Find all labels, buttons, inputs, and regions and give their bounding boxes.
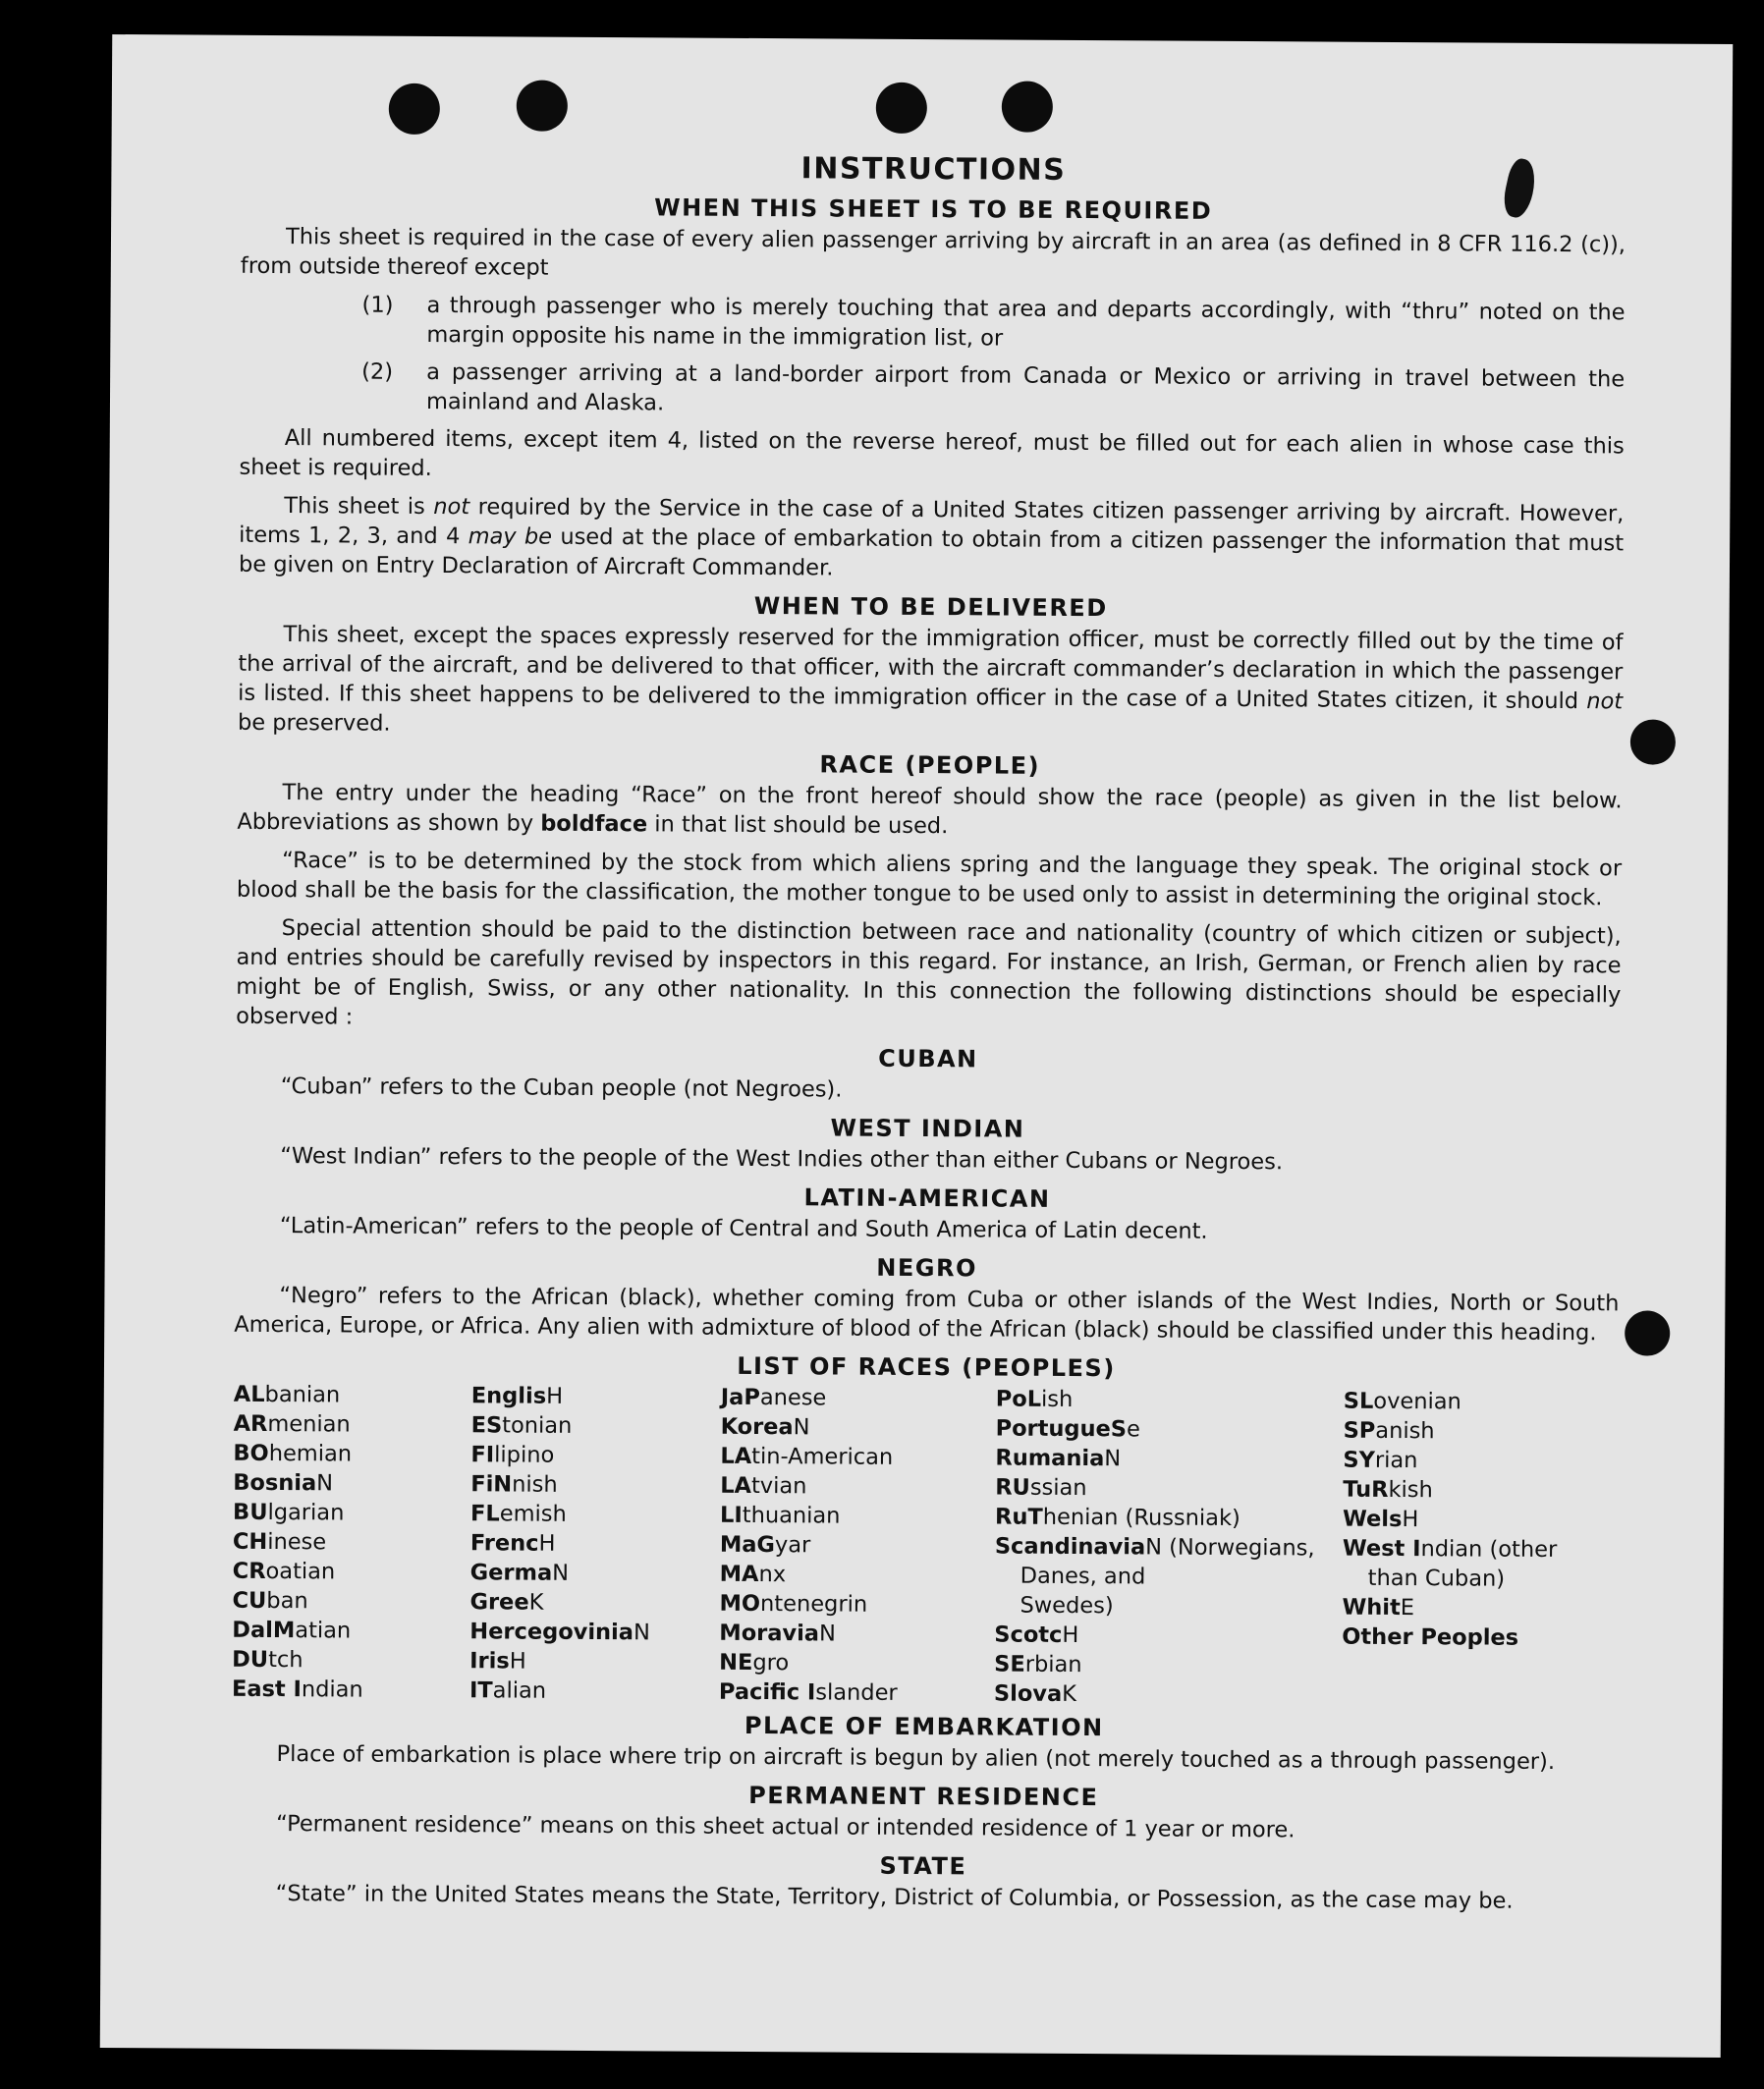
race-name-rest: tch [268, 1646, 303, 1674]
race-name-rest: slander [815, 1679, 898, 1706]
race-entry [1343, 1446, 1618, 1477]
race-name-rest: H [538, 1530, 556, 1557]
race-abbreviation: East I [231, 1676, 302, 1703]
race-abbreviation: Frenc [469, 1530, 539, 1557]
numbered-items-paragraph: All numbered items, except item 4, listed on the reverse hereof, must be filled out for each alien in whose case this sheet is required. [239, 425, 1625, 481]
race-name-rest: N [1104, 1446, 1122, 1472]
race-abbreviation: Moravia [719, 1620, 820, 1647]
race-entry [995, 1561, 1343, 1592]
citizen-paragraph: This sheet is not required by the Service in the case of a United States citizen passenger arriving by aircraft. However, items 1, 2, 3, and 4 may be used at the place of embarkation to obtain from a citizen passenger the information that must be given on Entry Declaration of Aircraft Commander. [238, 493, 1625, 581]
race-entry [232, 1645, 469, 1676]
race-abbreviation: Whit [1342, 1594, 1401, 1622]
race-abbreviation: MaG [719, 1531, 776, 1559]
section-heading-required: WHEN THIS SHEET IS TO BE REQUIRED [654, 193, 1213, 225]
race-entry [470, 1469, 720, 1501]
race-entry [232, 1586, 469, 1617]
race-name-rest: henian (Russniak) [1042, 1504, 1240, 1532]
race-entry [469, 1676, 719, 1707]
race-entry [470, 1499, 720, 1530]
race-entry [995, 1502, 1343, 1533]
race-name-rest: tonian [502, 1412, 573, 1439]
exception-item [240, 357, 1625, 424]
race-name-rest: ndian [301, 1677, 363, 1703]
race-name-rest: atian [295, 1618, 352, 1644]
race-name-rest: yar [774, 1532, 811, 1559]
race-name-rest: N [793, 1414, 810, 1441]
race-entry [995, 1472, 1343, 1504]
race-entry [996, 1385, 1344, 1416]
race-entry [470, 1528, 720, 1560]
race-name-rest: nish [512, 1471, 558, 1498]
race-name-rest: ban [266, 1587, 308, 1615]
race-paragraph-3: Special attention should be paid to the distinction between race and nationality (country of which citizen or subject), and entries should be carefully revised by inspectors in this regard. For instance, an Irish, German, or French alien by race might be of English, Swiss, or any other nationality. In this connection the following distinctions should be especially observed : [236, 915, 1622, 1030]
races-list [232, 1380, 1619, 1713]
race-entry [471, 1410, 721, 1442]
race-abbreviation: Rumania [995, 1445, 1105, 1472]
race-name-rest: N [633, 1620, 650, 1646]
race-name-rest: anese [759, 1385, 827, 1411]
race-name-rest: K [1062, 1680, 1077, 1708]
race-name-rest: nx [758, 1562, 787, 1588]
race-abbreviation: PortugueS [995, 1415, 1128, 1443]
race-name-rest: ssian [1029, 1474, 1087, 1502]
race-entry [469, 1587, 719, 1619]
race-entry [232, 1675, 469, 1705]
punch-hole [389, 83, 440, 135]
race-abbreviation: RuT [994, 1504, 1043, 1530]
race-abbreviation: AL [233, 1381, 265, 1407]
race-abbreviation: ES [470, 1412, 503, 1439]
race-entry [233, 1527, 470, 1558]
race-entry [719, 1648, 994, 1679]
race-abbreviation: MA [719, 1561, 759, 1588]
race-name-rest: lgarian [267, 1499, 345, 1526]
race-abbreviation: FL [470, 1501, 500, 1527]
section-heading-embarkation: PLACE OF EMBARKATION [744, 1711, 1104, 1742]
race-name-rest: Danes, and [1020, 1563, 1146, 1590]
section-heading-state: STATE [879, 1851, 967, 1881]
race-entry [720, 1471, 995, 1503]
race-entry [720, 1560, 995, 1591]
race-name-rest: kish [1388, 1476, 1433, 1504]
race-entry [232, 1616, 469, 1646]
race-entry [995, 1531, 1343, 1563]
latin-american-definition: “Latin-American” refers to the people of Central and South America of Latin decent. [279, 1213, 1208, 1244]
race-name-rest: emish [499, 1501, 567, 1527]
race-entry [1343, 1534, 1618, 1566]
race-entry [996, 1414, 1344, 1446]
race-entry [721, 1412, 996, 1444]
race-name-rest: lipino [494, 1442, 555, 1468]
embarkation-definition: Place of embarkation is place where trip on aircraft is begun by alien (not merely touched as a through passenger). [276, 1741, 1556, 1775]
race-entry [469, 1617, 719, 1648]
race-abbreviation: IT [469, 1677, 493, 1704]
race-entry [1343, 1475, 1618, 1507]
punch-hole [876, 82, 927, 134]
race-paragraph-2: “Race” is to be determined by the stock from which aliens spring and the language they speak. The original stock or blood shall be the basis for the classification, the mother tongue to be used only to assist in determining the original stock. [236, 848, 1623, 911]
page-title: INSTRUCTIONS [800, 151, 1067, 188]
race-abbreviation: Hercegovinia [469, 1619, 634, 1646]
race-entry [471, 1381, 721, 1412]
race-abbreviation: CH [232, 1528, 268, 1555]
race-name-rest: alian [492, 1677, 547, 1704]
race-name-rest: ish [1041, 1386, 1074, 1412]
document-sheet [100, 34, 1733, 2058]
race-abbreviation: CU [232, 1587, 267, 1614]
race-entry [1344, 1416, 1619, 1448]
race-entry [994, 1590, 1342, 1622]
race-entry [469, 1646, 719, 1677]
punch-hole [517, 80, 568, 131]
race-abbreviation: FI [470, 1442, 495, 1468]
exception-item [240, 290, 1625, 357]
race-abbreviation: Pacific I [718, 1678, 816, 1706]
race-abbreviation: Bosnia [233, 1469, 317, 1497]
exception-number: (1) [361, 292, 394, 318]
race-abbreviation: Gree [469, 1589, 529, 1616]
race-entry [233, 1439, 470, 1469]
race-name-rest: N (Norwegians, [1145, 1534, 1315, 1562]
race-entry [1343, 1505, 1618, 1536]
race-abbreviation: LI [719, 1502, 743, 1528]
race-abbreviation: NE [719, 1649, 753, 1676]
section-heading-west-indian: WEST INDIAN [830, 1114, 1025, 1143]
race-name-rest: Swedes) [1020, 1592, 1114, 1620]
race-entry [720, 1530, 995, 1562]
race-abbreviation: LA [720, 1443, 752, 1469]
race-entry [470, 1440, 720, 1471]
race-entry [233, 1468, 470, 1499]
residence-definition: “Permanent residence” means on this sheet actual or intended residence of 1 year or more. [276, 1811, 1295, 1843]
race-name-rest: tvian [750, 1472, 807, 1500]
race-name-rest: menian [267, 1410, 351, 1438]
race-abbreviation: Wels [1342, 1506, 1403, 1533]
races-column [994, 1385, 1344, 1711]
race-entry [234, 1380, 471, 1410]
race-name-rest: rbian [1024, 1651, 1082, 1678]
punch-hole [1630, 719, 1676, 764]
race-entry [721, 1383, 996, 1414]
section-heading-race: RACE (PEOPLE) [819, 750, 1041, 780]
race-name-rest: rian [1374, 1447, 1418, 1474]
race-abbreviation: RU [995, 1474, 1030, 1501]
race-entry [719, 1589, 994, 1621]
race-entry [1344, 1387, 1619, 1418]
race-entry [995, 1443, 1343, 1474]
list-of-races-heading: LIST OF RACES (PEOPLES) [737, 1351, 1116, 1383]
race-name-rest: N [818, 1621, 836, 1647]
race-abbreviation: Slova [993, 1680, 1063, 1707]
race-abbreviation: Scotc [994, 1622, 1063, 1648]
race-name-rest: hemian [268, 1440, 353, 1467]
race-abbreviation: TuR [1343, 1476, 1389, 1503]
race-abbreviation: CR [232, 1558, 266, 1584]
race-abbreviation: Korea [720, 1413, 794, 1441]
race-abbreviation: DU [232, 1646, 269, 1673]
race-abbreviation: West I [1342, 1535, 1421, 1563]
races-column [232, 1380, 471, 1705]
exception-text: a through passenger who is merely touching that area and departs accordingly, with “thru” noted on the margin opposite his name in the immigration list, or [426, 292, 1626, 352]
race-entry [1343, 1564, 1618, 1595]
race-abbreviation: AR [233, 1410, 268, 1437]
section-heading-latin-american: LATIN-AMERICAN [803, 1183, 1051, 1213]
race-entry [720, 1442, 995, 1473]
race-name-rest: N [316, 1470, 334, 1497]
race-entry [233, 1557, 470, 1587]
race-entry [234, 1409, 471, 1440]
instructions-content [231, 151, 1626, 1926]
race-abbreviation: LA [720, 1472, 752, 1499]
race-name-rest: ntenegrin [759, 1591, 868, 1618]
race-name-rest: than Cuban) [1367, 1565, 1506, 1592]
race-abbreviation: SE [994, 1651, 1025, 1677]
race-name-rest: N [552, 1560, 570, 1586]
race-abbreviation: SY [1343, 1447, 1376, 1473]
race-abbreviation: BO [233, 1440, 269, 1466]
race-entry [470, 1558, 720, 1589]
race-name-rest: oatian [265, 1558, 336, 1585]
races-column [719, 1383, 996, 1709]
section-heading-delivered: WHEN TO BE DELIVERED [753, 591, 1108, 623]
race-abbreviation: Englis [470, 1383, 547, 1409]
race-abbreviation: BU [233, 1499, 268, 1525]
race-name-rest: inese [267, 1528, 327, 1556]
race-name-rest: E [1400, 1595, 1415, 1622]
race-name-rest: H [1062, 1622, 1079, 1649]
west-indian-definition: “West Indian” refers to the people of the West Indies other than either Cubans or Negroes. [280, 1143, 1284, 1176]
race-entry [994, 1620, 1342, 1651]
race-paragraph-1: The entry under the heading “Race” on the front hereof should show the race (people) as given in the list below. Abbreviations as shown by boldface in that list should be used. [237, 780, 1623, 840]
race-abbreviation: SP [1343, 1417, 1376, 1444]
race-abbreviation: JaP [720, 1384, 760, 1411]
race-name-rest: H [509, 1648, 526, 1675]
race-name-rest: anish [1375, 1417, 1435, 1445]
exception-text: a passenger arriving at a land-border airport from Canada or Mexico or arriving in travel between the mainland and Alaska. [425, 358, 1626, 416]
section-heading-cuban: CUBAN [878, 1044, 978, 1073]
race-name-rest: H [1402, 1507, 1419, 1533]
race-name-rest: gro [752, 1649, 790, 1677]
race-name-rest: banian [264, 1381, 341, 1408]
races-column [469, 1381, 721, 1707]
race-name-rest: ovenian [1373, 1388, 1461, 1415]
state-definition: “State” in the United States means the State, Territory, District of Columbia, or Possession, as the case may be. [275, 1881, 1514, 1914]
race-abbreviation: PoL [995, 1386, 1042, 1412]
race-name-rest: tin-American [751, 1443, 894, 1470]
race-abbreviation: FiN [470, 1471, 513, 1498]
race-name-rest: e [1126, 1416, 1140, 1443]
race-name-rest: ndian (other [1420, 1536, 1558, 1563]
exception-number: (2) [361, 358, 394, 385]
race-abbreviation: MO [719, 1590, 761, 1618]
race-entry [1342, 1593, 1617, 1624]
race-entry [719, 1619, 994, 1650]
section-heading-negro: NEGRO [876, 1253, 977, 1283]
race-entry [720, 1501, 995, 1532]
race-entry [719, 1677, 994, 1709]
race-name-rest: thuanian [742, 1502, 841, 1529]
negro-definition: “Negro” refers to the African (black), whether coming from Cuba or other islands of the West Indies, North or South America, Europe, or Africa. Any alien with admixture of blood of the African (black) should be classified under this heading. [234, 1283, 1620, 1347]
races-column [1342, 1387, 1619, 1713]
cuban-definition: “Cuban” refers to the Cuban people (not Negroes). [280, 1073, 843, 1103]
race-abbreviation: SL [1343, 1388, 1374, 1414]
race-entry [233, 1498, 470, 1528]
punch-hole [1002, 82, 1053, 133]
required-intro: This sheet is required in the case of every alien passenger arriving by aircraft in an area (as defined in 8 CFR 116.2 (c)), from outside thereof except [240, 224, 1626, 281]
race-abbreviation: Iris [469, 1648, 510, 1675]
race-abbreviation: Scandinavia [994, 1533, 1146, 1561]
race-abbreviation: Other Peoples [1342, 1623, 1519, 1651]
race-entry [1342, 1622, 1617, 1654]
delivered-paragraph: This sheet, except the spaces expressly reserved for the immigration officer, must be correctly filled out by the time of the arrival of the aircraft, and be delivered to that officer, with the aircraft commander’s declaration in which the passenger is listed. If this sheet happens to be delivered to the immigration officer in the case of a United States citizen, it should not be preserved. [237, 622, 1624, 737]
race-entry [994, 1678, 1342, 1710]
section-heading-residence: PERMANENT RESIDENCE [748, 1781, 1099, 1812]
race-abbreviation: Germa [469, 1560, 553, 1586]
race-name-rest: H [546, 1383, 564, 1409]
race-abbreviation: DalM [232, 1617, 296, 1644]
race-name-rest: K [528, 1589, 544, 1616]
punch-hole [1625, 1310, 1670, 1355]
race-entry [994, 1649, 1342, 1680]
